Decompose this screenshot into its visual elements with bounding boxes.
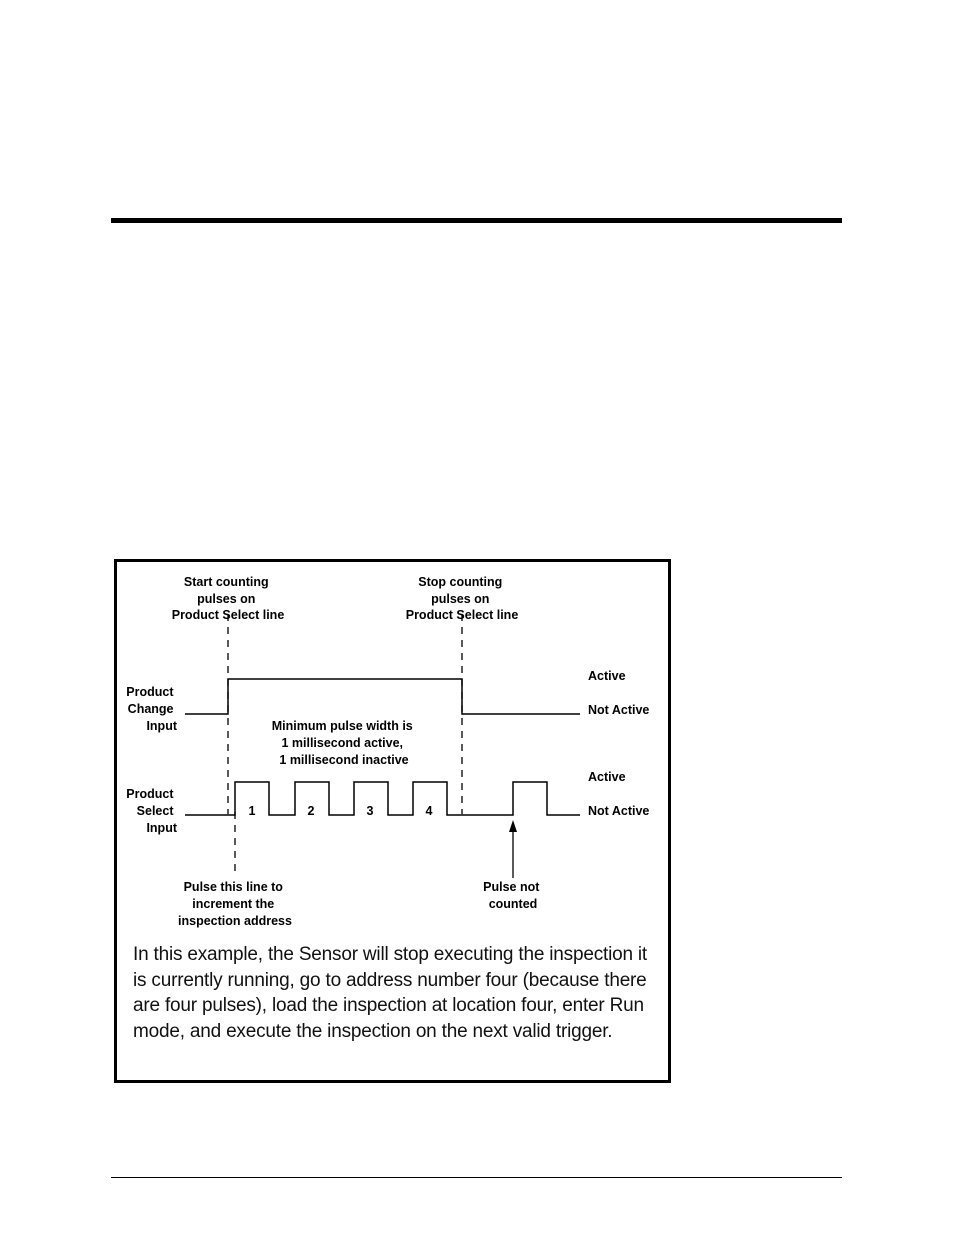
product-select-label-line: Input bbox=[146, 821, 177, 835]
min-pulse-note bbox=[272, 719, 416, 767]
stop-label bbox=[406, 575, 519, 622]
product-select-waveform bbox=[185, 782, 580, 815]
timing-diagram-figure bbox=[114, 559, 671, 1083]
min-pulse-note-line: 1 millisecond inactive bbox=[279, 753, 409, 767]
product-select-label-line: Select bbox=[136, 804, 174, 818]
product-change-label-line: Input bbox=[146, 719, 177, 733]
not-counted-arrow-icon bbox=[509, 820, 517, 832]
product-change-label bbox=[126, 685, 178, 733]
footer-rule bbox=[111, 1177, 842, 1178]
header-rule bbox=[111, 218, 842, 223]
pulse-number: 4 bbox=[425, 804, 433, 818]
pulse-not-counted-label-line: counted bbox=[488, 897, 538, 911]
pulse-number: 3 bbox=[366, 804, 374, 818]
pulse-this-line-label bbox=[178, 880, 292, 928]
pulse-number: 2 bbox=[307, 804, 315, 818]
product-change-label-line: Product bbox=[126, 685, 174, 699]
pulse-not-counted-label-line: Pulse not bbox=[483, 880, 540, 894]
start-label-line: Start counting bbox=[183, 575, 269, 589]
figure-caption: In this example, the Sensor will stop executing the inspection it is currently running, go to address number four (because there are four pulses), load the inspection at location four, enter Run mode, and execute the inspection on the next valid trigger. bbox=[133, 944, 648, 1042]
min-pulse-note-line: 1 millisecond active, bbox=[281, 736, 404, 750]
product-change-waveform bbox=[185, 679, 580, 714]
start-label-line: pulses on bbox=[197, 592, 256, 606]
pulse-this-line-label-line: inspection address bbox=[178, 914, 292, 928]
product-select-label bbox=[126, 787, 178, 835]
active-label-upper: Active bbox=[588, 669, 626, 683]
start-label-line: Product Select line bbox=[171, 608, 285, 622]
stop-label-line: Product Select line bbox=[405, 608, 519, 622]
pulse-this-line-label-line: Pulse this line to bbox=[183, 880, 283, 894]
product-change-label-line: Change bbox=[127, 702, 174, 716]
not-active-label-lower: Not Active bbox=[588, 804, 650, 818]
stop-label-line: pulses on bbox=[431, 592, 490, 606]
stop-label-line: Stop counting bbox=[418, 575, 503, 589]
pulse-not-counted-label bbox=[483, 880, 543, 911]
start-label bbox=[172, 575, 285, 622]
pulse-number: 1 bbox=[248, 804, 256, 818]
product-select-label-line: Product bbox=[126, 787, 174, 801]
min-pulse-note-line: Minimum pulse width is bbox=[271, 719, 413, 733]
not-active-label-upper: Not Active bbox=[588, 703, 650, 717]
pulse-this-line-label-line: increment the bbox=[192, 897, 275, 911]
active-label-lower: Active bbox=[588, 770, 626, 784]
